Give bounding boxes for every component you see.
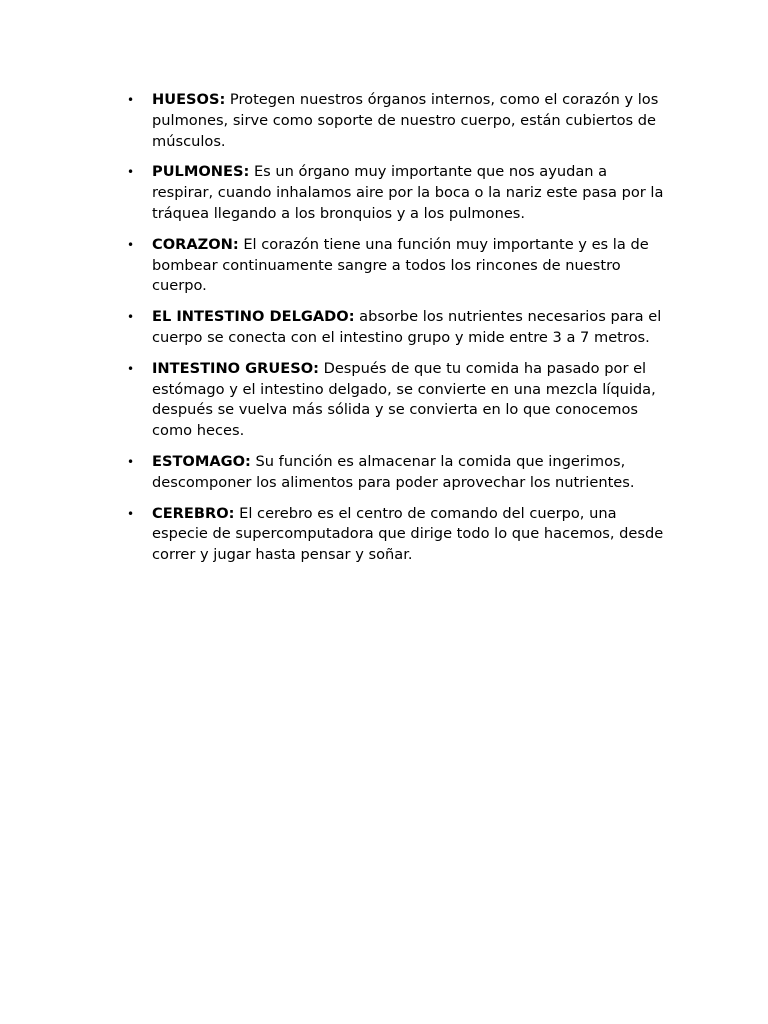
item-term: INTESTINO GRUESO: [152, 359, 319, 377]
item-term: CEREBRO: [152, 504, 235, 522]
item-text: Es un órgano muy importante que nos ayudan a respirar, cuando inhalamos aire por la boca o la nariz este pasa por la tráquea llegando a los bronquios y a los pulmones. [152, 163, 664, 222]
item-text: El corazón tiene una función muy importante y es la de bombear continuamente sangre a todos los rincones de nuestro cuerpo. [152, 235, 649, 295]
item-text: Su función es almacenar la comida que ingerimos, descomponer los alimentos para poder aprovechar los nutrientes. [152, 452, 635, 491]
item-term: PULMONES: [152, 163, 250, 181]
item-text: Protegen nuestros órganos internos, como el corazón y los pulmones, sirve como soporte de nuestro cuerpo, están cubiertos de músculos. [152, 91, 659, 150]
item-term: HUESOS: [152, 91, 226, 108]
bullet-icon: • [127, 506, 135, 521]
list-item-cerebro [127, 504, 667, 566]
bullet-icon: • [127, 93, 135, 107]
list-item-huesos [127, 90, 667, 152]
bullet-icon: • [127, 237, 135, 252]
bullet-icon: • [127, 361, 135, 376]
item-term: EL INTESTINO DELGADO: [152, 308, 355, 326]
list-item-estomago [127, 452, 667, 494]
list-item-intestino-grueso [127, 359, 667, 442]
bullet-icon: • [127, 165, 135, 180]
list-item-intestino-delgado [127, 307, 667, 349]
list-item-corazon [127, 235, 667, 297]
item-text: Después de que tu comida ha pasado por el estómago y el intestino delgado, se convierte en una mezcla líquida, después se vuelva más sólida y se convierta en lo que conocemos como heces. [152, 359, 656, 440]
bullet-list [127, 90, 667, 576]
bullet-icon: • [127, 454, 135, 469]
bullet-icon: • [127, 310, 135, 325]
item-text: absorbe los nutrientes necesarios para el cuerpo se conecta con el intestino grupo y mide entre 3 a 7 metros. [152, 308, 662, 346]
item-term: CORAZON: [152, 235, 239, 253]
list-item-pulmones [127, 162, 667, 224]
item-text: El cerebro es el centro de comando del cuerpo, una especie de supercomputadora que dirige todo lo que hacemos, desde correr y jugar hasta pensar y soñar. [152, 504, 664, 564]
item-term: ESTOMAGO: [152, 452, 251, 470]
